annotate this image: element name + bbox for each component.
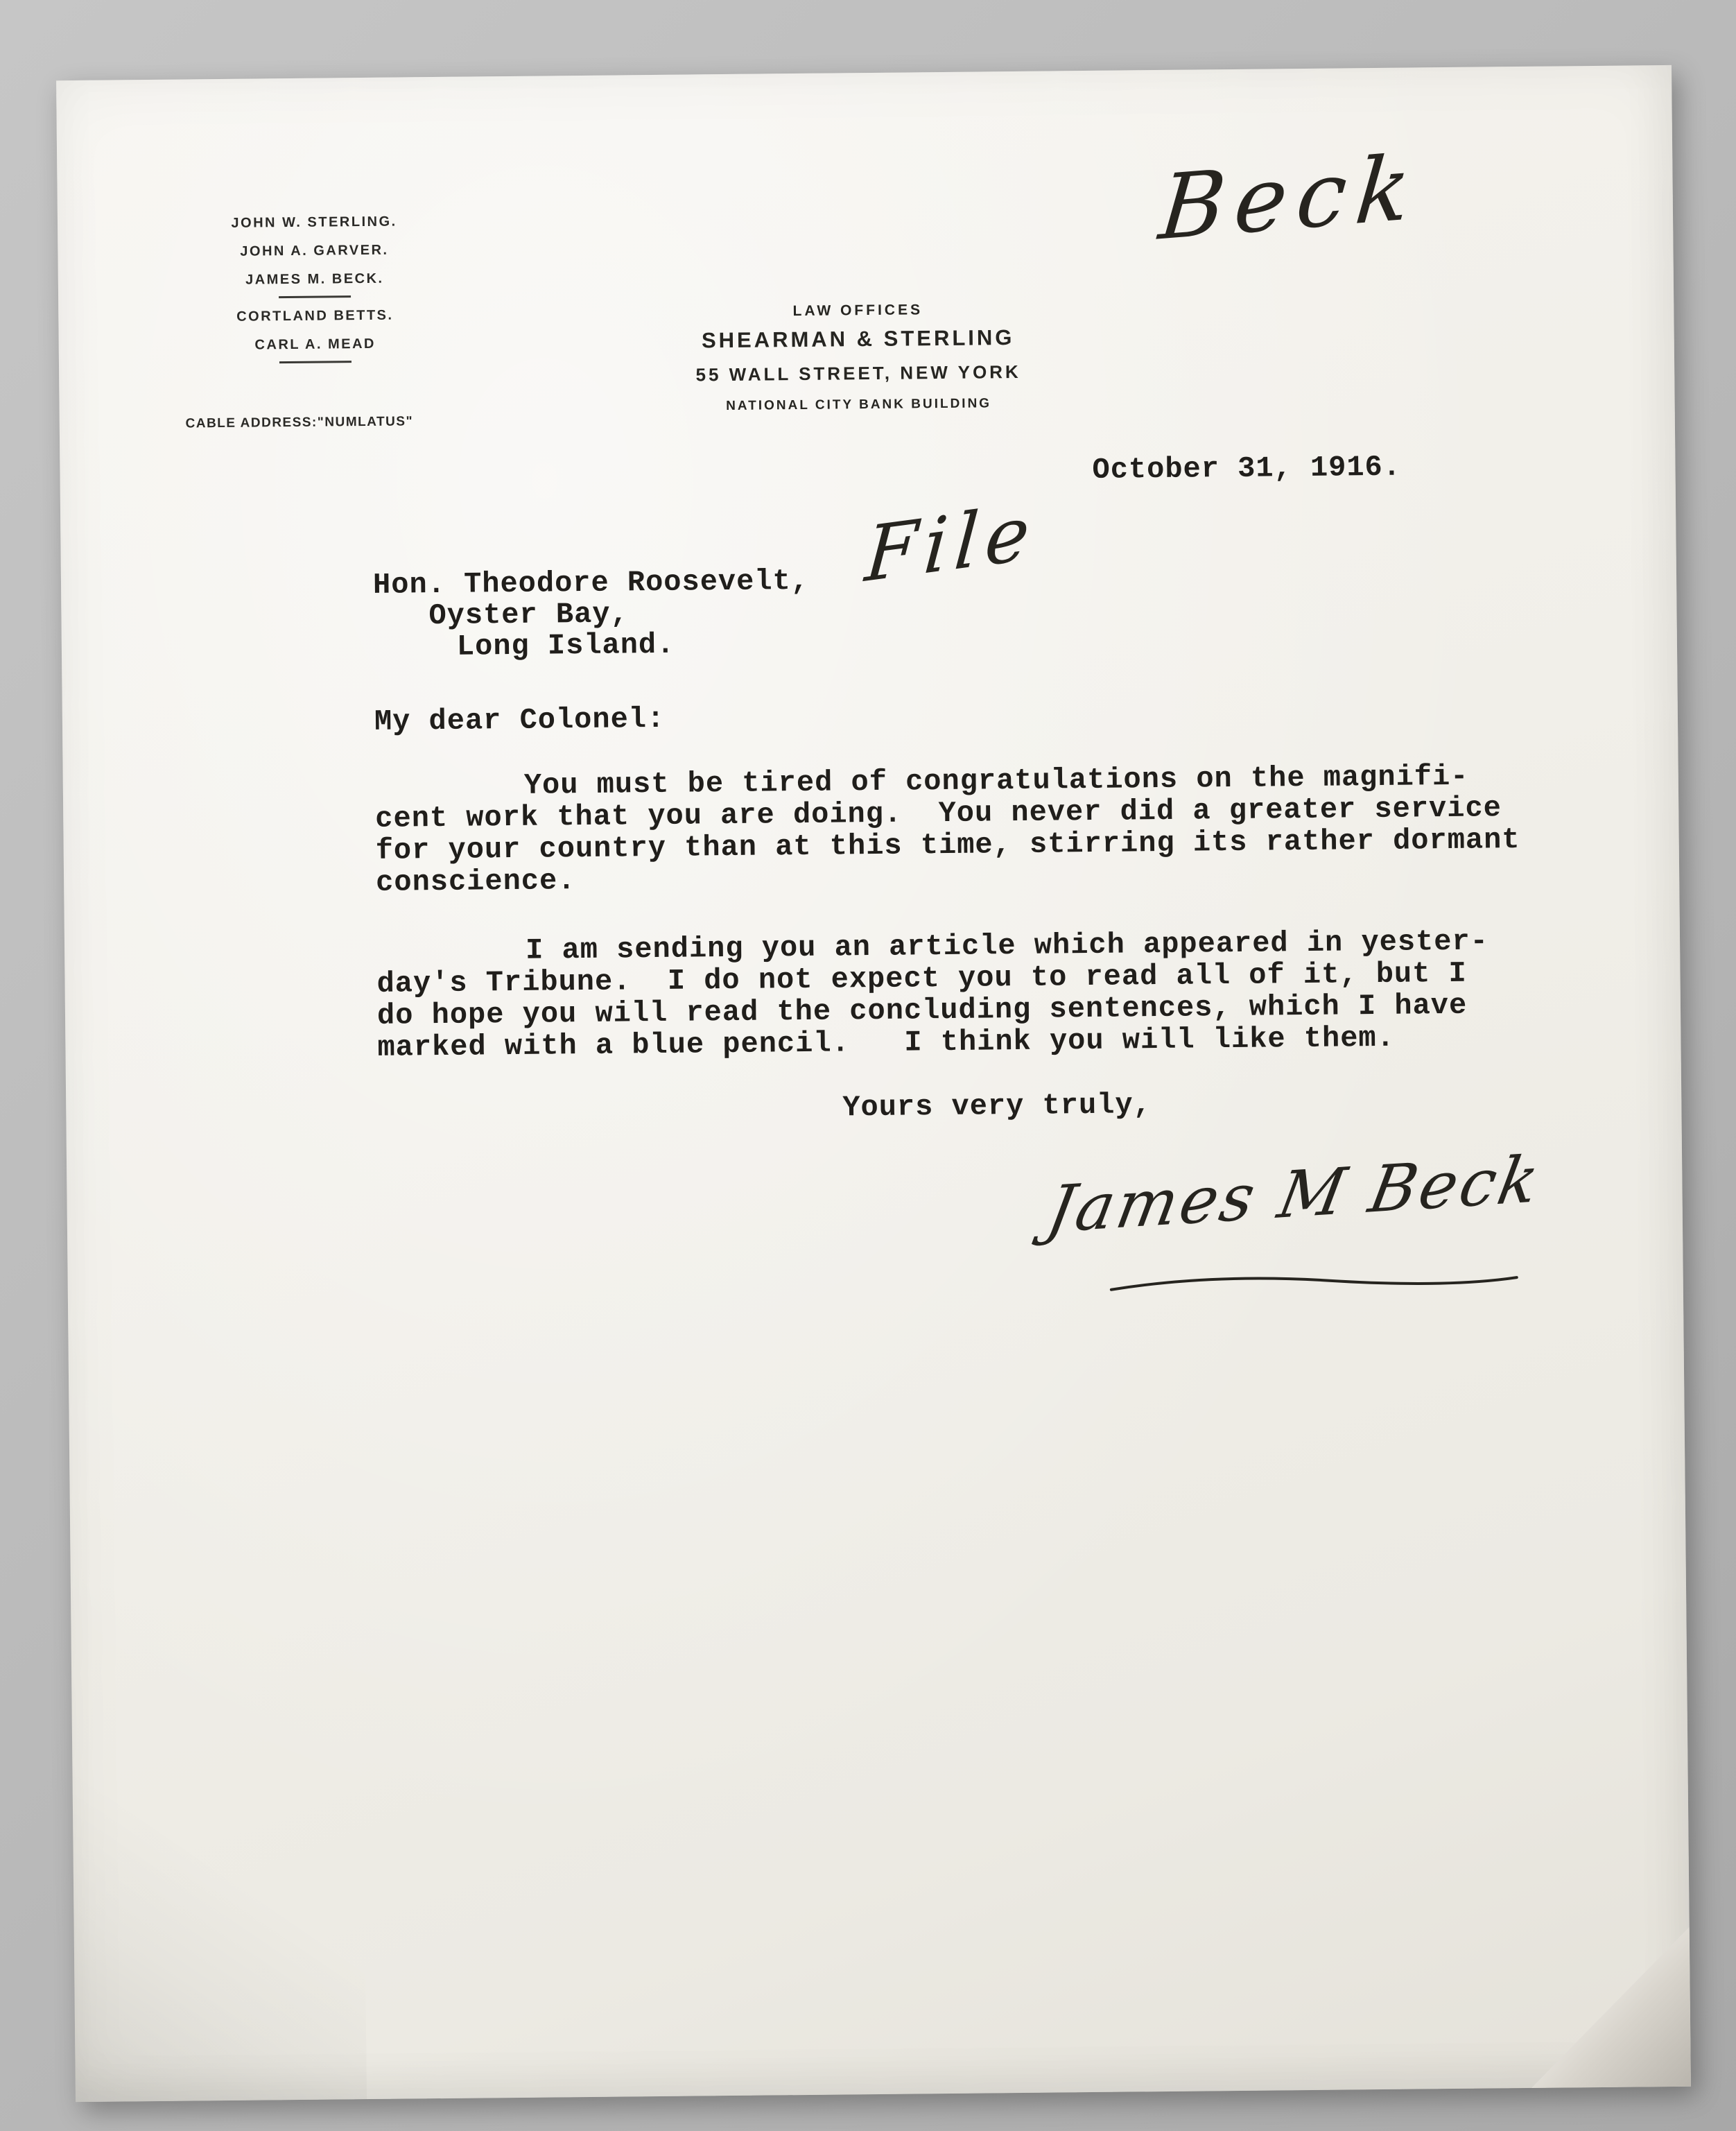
letter-paper [56, 65, 1691, 2102]
body-paragraph: I am sending you an article which appeared in yester- day's Tribune. I do not expect you to read all of it, but I do hope you will read the concluding sentences, which I have marked with a blue pencil. I think you will like them. [376, 924, 1489, 1064]
recipient-line: Long Island. [456, 628, 675, 664]
office-type-line: LAW OFFICES [792, 302, 923, 320]
building-name: NATIONAL CITY BANK BUILDING [726, 396, 992, 413]
letterhead-divider [279, 295, 351, 298]
closing-line: Yours very truly, [842, 1088, 1152, 1125]
cable-address: CABLE ADDRESS:"NUMLATUS" [185, 414, 414, 431]
letterhead-divider [279, 361, 351, 363]
recipient-line: Hon. Theodore Roosevelt, [372, 564, 810, 602]
partner-name: CORTLAND BETTS. [236, 307, 394, 325]
partner-name: JOHN A. GARVER. [240, 242, 389, 259]
salutation: My dear Colonel: [374, 702, 666, 739]
recipient-line: Oyster Bay, [428, 597, 629, 633]
body-paragraph: You must be tired of congratulations on the magnifi- cent work that you are doing. You never did a greater service for your country than at this time, stirring its rather dormant conscience. [375, 759, 1520, 899]
letterhead-firm-block [580, 296, 1136, 422]
letter-date: October 31, 1916. [1092, 450, 1402, 487]
recipient-address-block [373, 566, 810, 664]
handwritten-name-annotation: Beck [1155, 135, 1425, 261]
partner-name: JAMES M. BECK. [245, 270, 384, 288]
paper-crease [72, 1739, 367, 2102]
partner-name: CARL A. MEAD [254, 336, 376, 353]
handwritten-signature: James M Beck [1041, 1141, 1547, 1248]
partner-name: JOHN W. STERLING. [231, 214, 397, 231]
signature-flourish [1107, 1258, 1524, 1304]
corner-curl [1530, 1927, 1691, 2088]
firm-name: SHEARMAN & STERLING [701, 325, 1015, 353]
letterhead-partner-list [196, 207, 433, 368]
handwritten-file-note: File [862, 488, 1040, 600]
street-address: 55 WALL STREET, NEW YORK [695, 361, 1021, 386]
